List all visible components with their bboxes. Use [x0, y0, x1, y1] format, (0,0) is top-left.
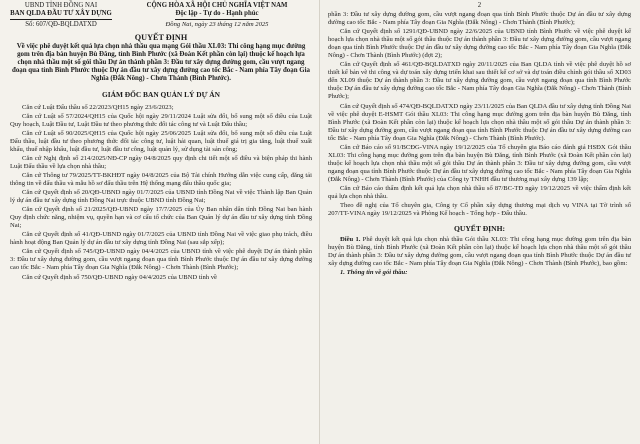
agency-name: BAN QLDA ĐẦU TƯ XÂY DỰNG: [10, 10, 112, 20]
legal-basis-paragraph: Căn cứ Quyết định số 21/2025/QĐ-UBND ngày 17/7/2025 của Ủy Ban nhân dân tỉnh Đồng Nai ban hành Quy định chức năng, nhiệm vụ, quyền hạn và cơ cấu tổ chức của Ban Quản lý dự án đầu tư xây dựng tỉnh Đồng Nai;: [10, 206, 312, 230]
article-1-text: Phê duyệt kết quả lựa chọn nhà thầu Gói thầu XL03: Thi công hạng mục đường gom trên địa bàn huyện Bù Đăng, tỉnh Bình Phước (xã Đoàn Kết phần còn lại) thuộc kế hoạch lựa chọn nhà thầu một số gói thầu Dự án thành phần 3: Đầu tư xây dựng đường gom, cầu vượt ngang đoạn qua tỉnh Bình Phước thuộc Dự án đầu tư xây dựng đường cao tốc Bắc - Nam phía Tây đoạn Gia Nghĩa (Đắk Nông) - Chơn Thành (Bình Phước), bao gồm:: [328, 236, 631, 268]
legal-basis-paragraph: Căn cứ Quyết định số 41/QĐ-UBND ngày 01/7/2025 của UBND tỉnh Đồng Nai về việc giao phụ trách, điều hành hoạt động Ban Quản lý dự án đầu tư xây dựng tỉnh Đồng Nai (sau sắp xếp);: [10, 231, 312, 247]
document-subtitle: Về việc phê duyệt kết quả lựa chọn nhà thầu qua mạng Gói thầu XL03: Thi công hạng mục đường gom trên địa bàn huyện Bù Đăng, tỉnh Bình Phước (xã Đoàn Kết phần còn lại) thuộc kế hoạch lựa chọn nhà thầu một số gói thầu Dự án thành phần 3: Đầu tư xây dựng đường gom, cầu vượt ngang đoạn qua tỉnh Bình Phước thuộc Dự án đầu tư xây dựng đường cao tốc Bắc - Nam phía Tây đoạn Gia Nghĩa (Đắk Nông) - Chơn Thành (Bình Phước).: [12, 43, 310, 83]
legal-basis-paragraph: Căn cứ Quyết định số 461/QĐ-BQLDATXD ngày 20/11/2025 của Ban QLDA tỉnh về việc phê duyệt hồ sơ thiết kế bản vẽ thi công và dự toán xây dựng triển khai sau thiết kế cơ sở và dự toán điều chỉnh gói thầu số XD03 đến XL09 thuộc Dự án thành phần 3: Đầu tư xây dựng đường gom, cầu vượt ngang đoạn qua tỉnh Bình Phước thuộc Dự án đầu tư xây dựng đường cao tốc Bắc - Nam phía Tây đoạn Gia Nghĩa (Đắk Nông) - Chơn Thành (Bình Phước);: [328, 61, 631, 101]
legal-basis-paragraph: Căn cứ Nghị định số 214/2025/NĐ-CP ngày 04/8/2025 quy định chi tiết một số điều và biện pháp thi hành Luật Đấu thầu về lựa chọn nhà thầu;: [10, 154, 312, 170]
document-page-right: [320, 0, 640, 444]
page-number: 2: [477, 2, 482, 9]
proposal-paragraph: Theo đề nghị của Tổ chuyên gia, Công ty Cổ phần xây dựng thương mại dịch vụ VINA tại Tờ trình số 207/TT-VINA ngày 19/12/2025 và Phòng Kế hoạch - Tổng hợp - Đấu thầu.: [328, 202, 631, 218]
legal-basis-paragraph: Căn cứ Quyết định số 20/QĐ-UBND ngày 01/7/2025 của UBND tỉnh Đồng Nai về việc Thành lập Ban Quản lý dự án đầu tư xây dựng tỉnh Đồng Nai trực thuộc UBND tỉnh Đồng Nai;: [10, 189, 312, 205]
nation-name: CỘNG HÒA XÃ HỘI CHỦ NGHĨA VIỆT NAM: [146, 2, 288, 9]
issue-date: Đồng Nai, ngày 23 tháng 12 năm 2025: [165, 20, 269, 28]
legal-basis-paragraph: phần 3: Đầu tư xây dựng đường gom, cầu vượt ngang đoạn qua tỉnh Bình Phước thuộc Dự án đầu tư xây dựng đường cao tốc Bắc - Nam phía Tây đoạn Gia Nghĩa (Đắk Nông) - Chơn Thành (Bình Phước);: [328, 11, 631, 27]
legal-basis-paragraph: Căn cứ Quyết định số 1291/QĐ-UBND ngày 22/6/2025 của UBND tỉnh Bình Phước về việc phê duyệt kế hoạch lựa chọn nhà thầu một số gói thầu thuộc Dự án thành phần 3: Đầu tư xây dựng đường gom, cầu vượt ngang đoạn qua tỉnh Bình Phước thuộc Dự án đầu tư xây dựng đường cao tốc Bắc - Nam phía Tây đoạn Gia Nghĩa (Đắk Nông) - Chơn Thành (Bình Phước) (đợt 2);: [328, 28, 631, 60]
legal-basis-paragraph: Căn cứ Quyết định số 750/QĐ-UBND ngày 04/4/2025 của UBND tỉnh về: [22, 273, 217, 281]
decision-heading: QUYẾT ĐỊNH:: [453, 224, 506, 234]
legal-basis-paragraph: Căn cứ Luật số 57/2024/QH15 của Quốc hội ngày 29/11/2024 Luật sửa đổi, bổ sung một số điều của Luật Quy hoạch, Luật Đầu tư, Luật Đầu tư theo phương thức đối tác công tư và Luật Đấu thầu;: [10, 112, 312, 128]
document-header: [10, 2, 312, 29]
legal-basis-paragraph: Căn cứ Luật số 90/2025/QH15 của Quốc hội ngày 25/06/2025 Luật sửa đổi, bổ sung một số điều của Luật Đấu thầu, luật đầu tư theo phương thức đối tác công tư, luật hải quan, luật thuế giá trị gia tăng, luật thuế xuất khẩu, thuế nhập khẩu, luật đầu tư, luật đầu tư công, luật quản lý, sử dụng tài sản công;: [10, 129, 312, 153]
legal-basis-paragraph: Căn cứ Thông tư 79/2025/TT-BKHĐT ngày 04/8/2025 của Bộ Tài chính Hướng dẫn việc cung cấp, đăng tải thông tin về đấu thầu và mẫu hồ sơ đấu thầu trên Hệ thống mạng đấu thầu quốc gia;: [10, 171, 312, 187]
legal-basis-paragraph: Căn cứ Quyết định số 474/QĐ-BQLDATXD ngày 23/11/2025 của Ban QLDA đầu tư xây dựng tỉnh Đồng Nai về việc phê duyệt E-HSMT Gói thầu XL03: Thi công hạng mục đường gom trên địa bàn huyện Bù Đăng, tỉnh Bình Phước (xã Đoàn Kết phần còn lại) thuộc kế hoạch lựa chọn nhà thầu một số gói thầu Dự án thành phần 3: Đầu tư xây dựng đường gom, cầu vượt ngang đoạn qua tỉnh Bình Phước thuộc Dự án đầu tư xây dựng đường cao tốc Bắc - Nam phía Tây đoạn Gia Nghĩa (Đắk Nông) - Chơn Thành (Bình Phước).: [328, 102, 631, 142]
document-title: QUYẾT ĐỊNH: [134, 33, 188, 43]
document-number: Số: 607/QĐ-BQLDATXD: [25, 20, 97, 28]
legal-basis-paragraph: Căn cứ Báo cáo thẩm định kết quả lựa chọn nhà thầu số 87/BC-TĐ ngày 19/12/2025 về việc thẩm định kết quả lựa chọn nhà thầu.: [328, 184, 631, 201]
legal-basis-paragraph: Căn cứ Luật Đấu thầu số 22/2023/QH15 ngày 23/6/2023;: [22, 103, 174, 111]
national-motto: [122, 2, 312, 29]
agency-parent: UBND TỈNH ĐỒNG NAI: [24, 2, 98, 9]
nation-motto: Độc lập - Tự do - Hạnh phúc: [175, 10, 258, 20]
issuing-agency: [10, 2, 112, 29]
legal-basis-paragraph: Căn cứ Báo cáo số 91/BCĐG-VINA ngày 19/12/2025 của Tổ chuyên gia Báo cáo đánh giá HSĐX Gói thầu XL03: Thi công hạng mục đường gom trên địa bàn huyện Bù Đăng, tỉnh Bình Phước (xã Đoàn Kết phần còn lại) thuộc kế hoạch lựa chọn nhà thầu một số gói thầu Dự án thành phần 3: Đầu tư xây dựng đường gom, cầu vượt ngang đoạn qua tỉnh Bình Phước thuộc Dự án đầu tư xây dựng đường cao tốc Bắc - Nam phía Tây đoạn Gia Nghĩa (Đắk Nông) - Chơn Thành (Bình Phước) của Công ty TNHH đầu tư thương mại xây dựng 139 lập;: [328, 143, 631, 183]
issuer-heading: GIÁM ĐỐC BAN QUẢN LÝ DỰ ÁN: [102, 89, 220, 99]
article-1-label: Điều 1.: [340, 236, 361, 244]
section-heading: 1. Thông tin về gói thầu:: [340, 269, 408, 277]
article-1: [328, 236, 631, 268]
legal-basis-paragraph: Căn cứ Quyết định số 745/QĐ-UBND ngày 04/4/2025 của UBND tỉnh về việc phê duyệt Dự án thành phần 3: Đầu tư xây dựng đường gom, cầu vượt ngang đoạn qua tỉnh Bình Phước thuộc Dự án đầu tư xây dựng đường cao tốc Bắc - Nam phía Tây đoạn Gia Nghĩa (Đắk Nông) - Chơn Thành (Bình Phước);: [10, 248, 312, 272]
